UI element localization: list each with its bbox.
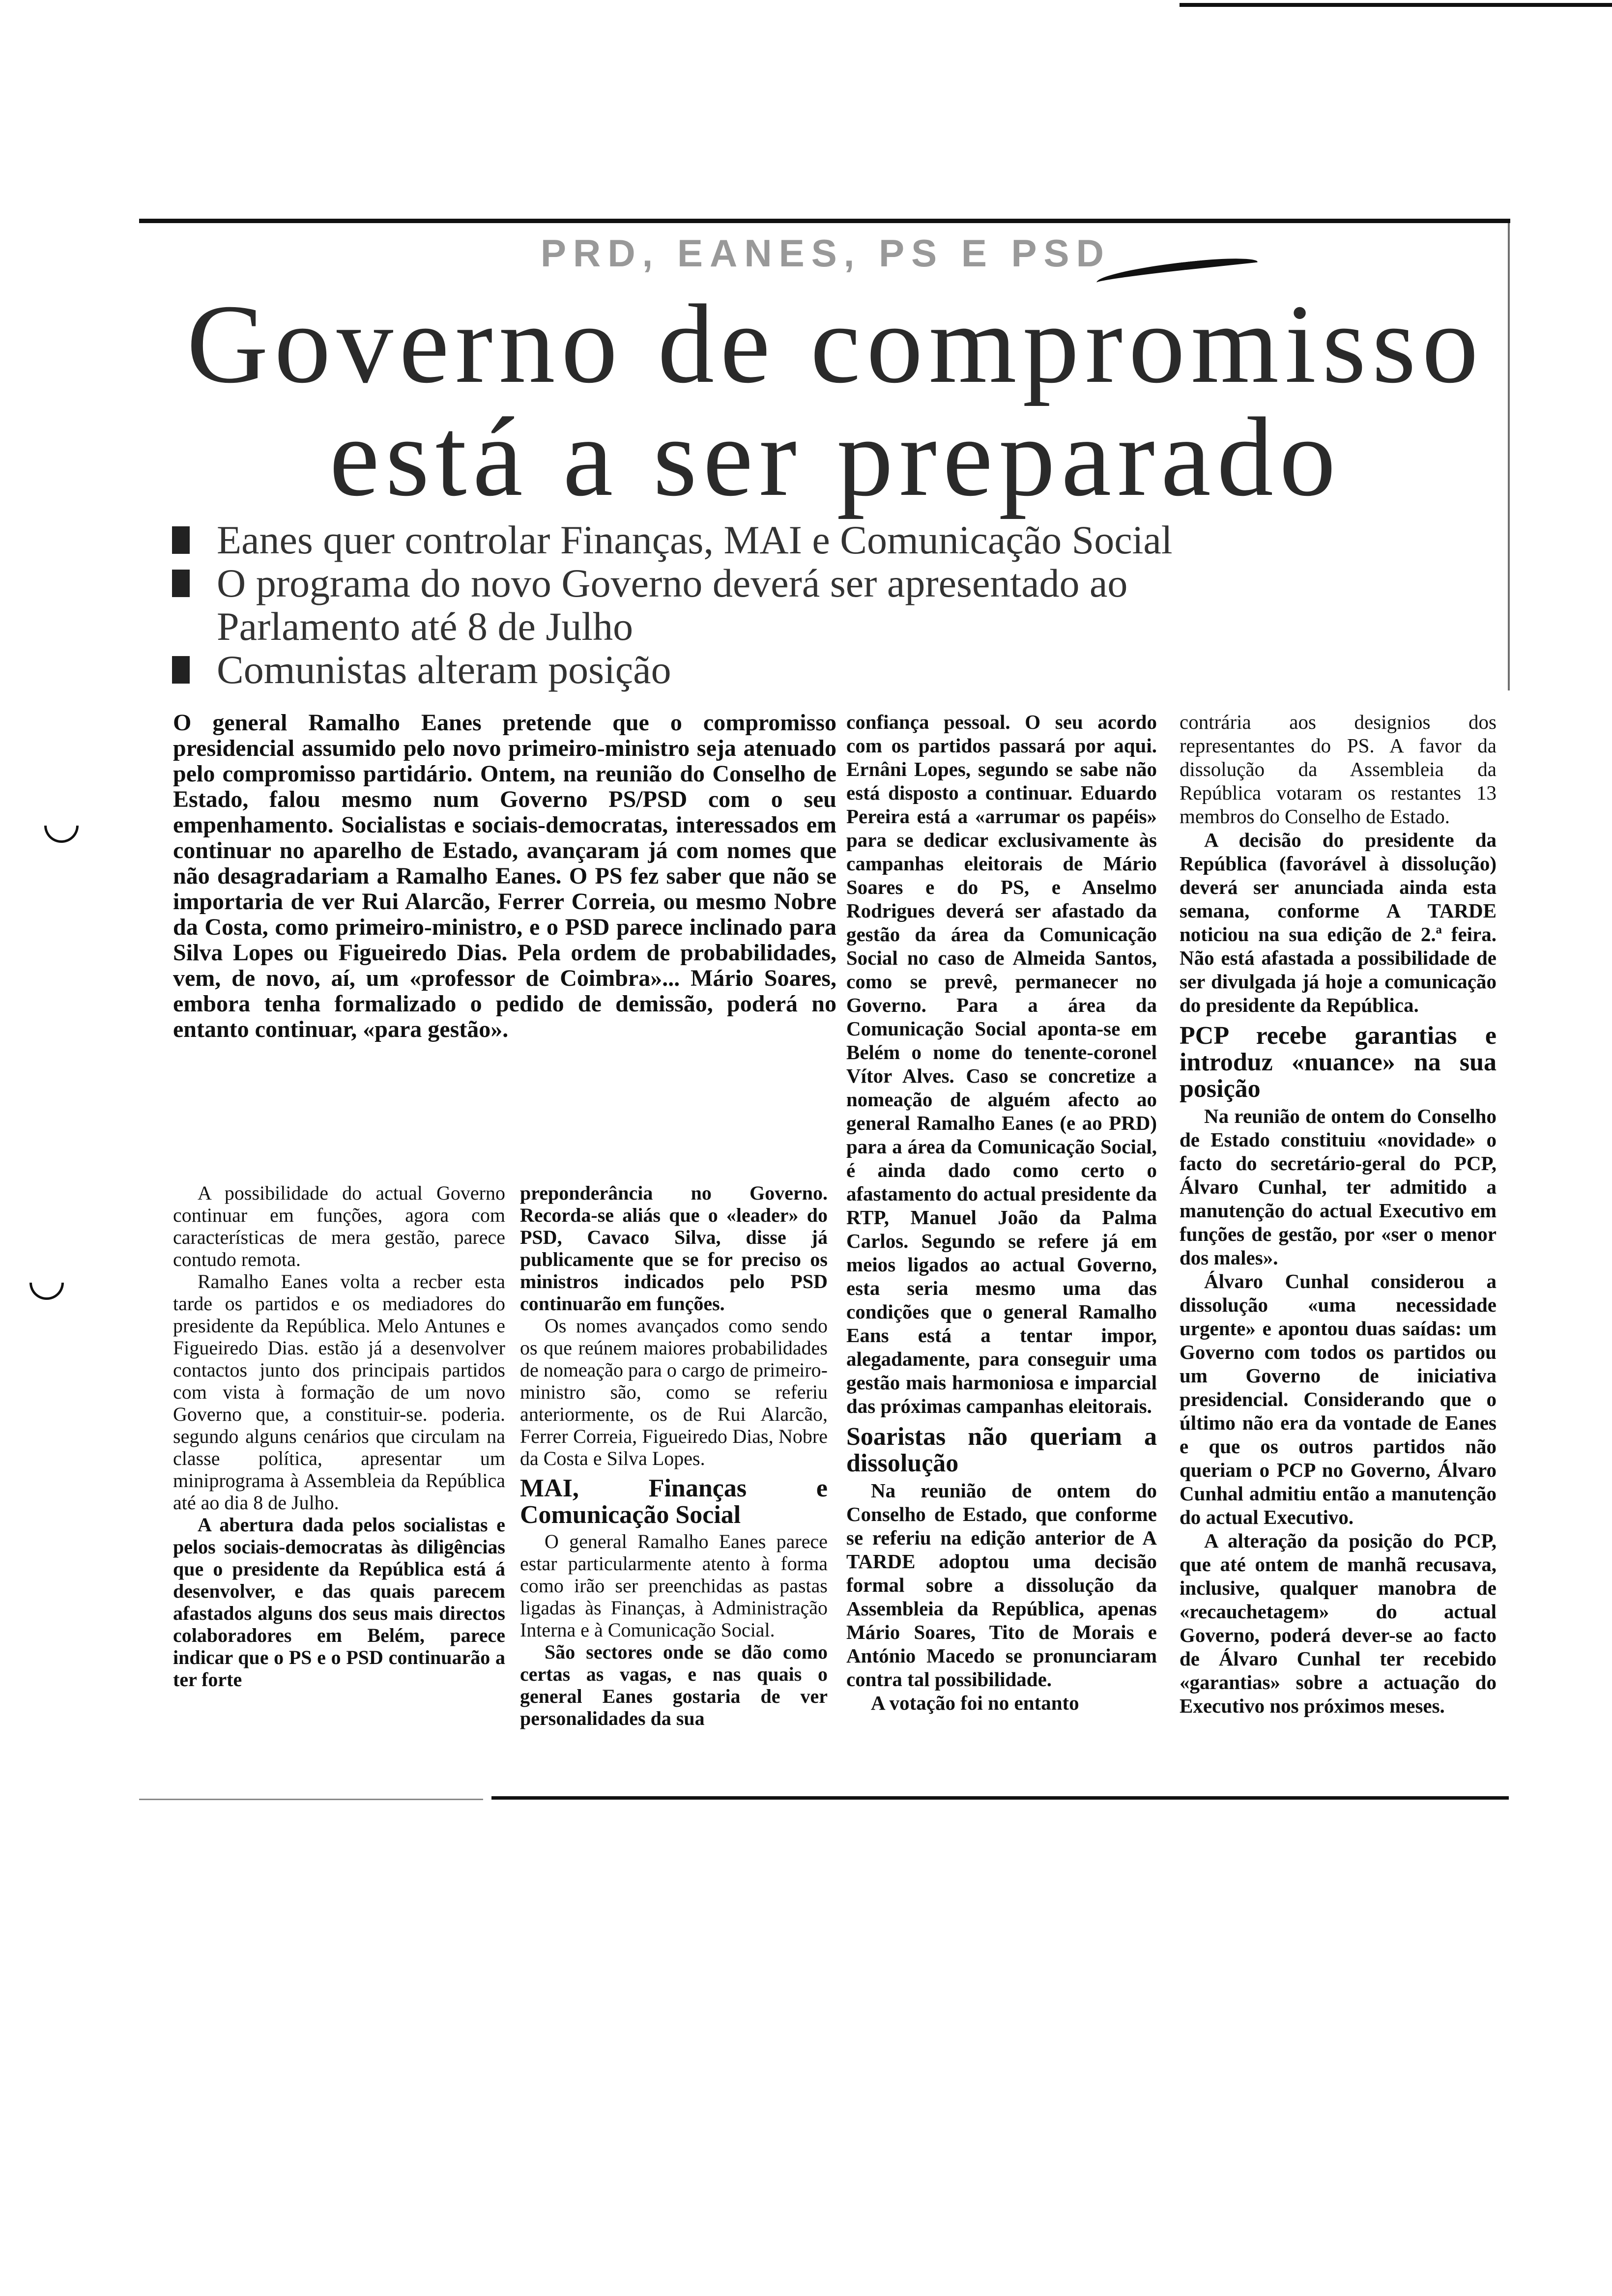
section-heading: PCP recebe garantias e introduz «nuance» na sua posição bbox=[1180, 1022, 1497, 1103]
subheadline-bullets bbox=[172, 518, 1509, 691]
paragraph: A abertura dada pelos socialistas e pelos sociais-democratas às diligências que o presidente da República está á desenvolver, e das quais parecem afastados alguns dos seus mais directos colaboradores em Belém, parece indicar que o PS e o PSD continuarão a ter forte bbox=[173, 1514, 505, 1691]
bullet-text: Comunistas alteram posição bbox=[217, 647, 671, 692]
article-bottom-rule bbox=[491, 1796, 1509, 1800]
paragraph: A possibilidade do actual Governo continuar em funções, agora com características de mera gestão, parece contudo remota. bbox=[173, 1182, 505, 1270]
paragraph: Álvaro Cunhal considerou a dissolução «uma necessidade urgente» e apontou duas saídas: um Governo com todos os partidos ou um Governo de iniciativa presidencial. Considerando que o último não era da vontade de Eanes e que os outros partidos não queriam o PCP no Governo, Álvaro Cunhal admitiu então a manutenção do actual Executivo. bbox=[1180, 1270, 1497, 1528]
article-top-rule bbox=[139, 219, 1510, 223]
paragraph: Na reunião de ontem do Conselho de Estado, que conforme se referiu na edição anterior de A TARDE adoptou uma decisão formal sobre a dissolução da Assembleia da República, apenas Mário Soares, Tito de Morais e António Macedo se pronunciaram contra tal possibilidade. bbox=[846, 1479, 1157, 1691]
paragraph: A votação foi no entanto bbox=[871, 1692, 1079, 1714]
lead-paragraph: O general Ramalho Eanes pretende que o compromisso presidencial assumido pelo novo primeiro-ministro seja atenuado pelo compromisso partidário. Ontem, na reunião do Conselho de Estado, falou mesmo num Governo PS/PSD com o seu empenhamento. Socialistas e sociais-democratas, interessados em continuar no aparelho de Estado, avançaram já com nomes que não desagradariam a Ramalho Eanes. O PS fez saber que não se importaria de ver Rui Alarcão, Ferrer Correia, ou mesmo Nobre da Costa, como primeiro-ministro, e o PSD parece inclinado para Silva Lopes ou Figueiredo Dias. Pela ordem de probabilidades, vem, de novo, aí, um «professor de Coimbra»... Mário Soares, embora tenha formalizado o pedido de demissão, poderá no entanto continuar, «para gestão». bbox=[173, 710, 836, 1042]
paragraph: contrária aos designios dos representantes do PS. A favor da dissolução da Assembleia da República votaram os restantes 13 membros do Conselho de Estado. bbox=[1180, 711, 1497, 828]
section-heading: MAI, Finanças e Comunicação Social bbox=[520, 1474, 828, 1529]
column-3 bbox=[846, 710, 1157, 1715]
headline-line-1: Governo de compromisso bbox=[186, 281, 1485, 406]
paragraph: Os nomes avançados como sendo os que reúnem maiores probabilidades de nomeação para o cargo de primeiro-ministro são, como se referiu anteriormente, os de Rui Alarcão, Ferrer Correia, Figueiredo Dias, Nobre da Costa e Silva Lopes. bbox=[520, 1315, 828, 1469]
square-bullet-icon bbox=[172, 656, 190, 684]
paragraph: confiança pessoal. O seu acordo com os partidos passará por aqui. Ernâni Lopes, segundo se sabe não está disposto a continuar. Eduardo Pereira está a «arrumar os papéis» para se dedicar exclusivamente às campanhas eleitorais de Mário Soares e do PS, e Anselmo Rodrigues deverá ser afastado da gestão da área da Comunicação Social no caso de Almeida Santos, como se prevê, permanecer no Governo. Para a área da Comunicação Social aponta-se em Belém o nome do tenente-coronel Vítor Alves. Caso se concretize a nomeação de alguém afecto ao general Ramalho Eanes (e ao PRD) para a área da Comunicação Social, é ainda dado como certo o afastamento do actual presidente da RTP, Manuel João da Palma Carlos. Segundo se refere já em meios ligados ao actual Governo, esta seria mesmo uma das condições que o general Ramalho Eans está a tentar impor, alegadamente, para conseguir uma gestão mais harmoniosa e imparcial das próximas campanhas eleitorais. bbox=[846, 711, 1157, 1417]
headline-line-2: está a ser preparado bbox=[329, 394, 1342, 519]
section-heading: Soaristas não queriam a dissolução bbox=[846, 1423, 1157, 1477]
column-1 bbox=[173, 1182, 505, 1691]
article-bottom-rule-left bbox=[139, 1799, 483, 1800]
paragraph: Na reunião de ontem do Conselho de Estado constituiu «novidade» o facto do secretário-geral do PCP, Álvaro Cunhal, ter admitido a manutenção do actual Executivo em funções de gestão, por «ser o menor dos males». bbox=[1180, 1105, 1497, 1269]
bullet-item bbox=[172, 648, 1509, 691]
paragraph: O general Ramalho Eanes parece estar particularmente atento à forma como irão ser preenchidas as pastas ligadas às Finanças, à Administração Interna e à Comunicação Social. bbox=[520, 1530, 828, 1641]
column-4 bbox=[1180, 710, 1497, 1718]
top-edge-rule bbox=[1180, 3, 1612, 7]
square-bullet-icon bbox=[172, 526, 190, 554]
paragraph: A decisão do presidente da República (favorável à dissolução) deverá ser anunciada ainda esta semana, conforme A TARDE noticiou na sua edição de 2.ª feira. Não está afastada a possibilidade de ser divulgada já hoje a comunicação do presidente da República. bbox=[1180, 829, 1497, 1016]
column-2 bbox=[520, 1182, 828, 1729]
square-bullet-icon bbox=[172, 570, 190, 597]
bullet-text: O programa do novo Governo deverá ser apresentado ao Parlamento até 8 de Julho bbox=[217, 561, 1128, 649]
paragraph: Ramalho Eanes volta a recber esta tarde os partidos e os mediadores do presidente da República. Melo Antunes e Figueiredo Dias. estão já a desenvolver contactos junto dos principais partidos com vista à formação de um novo Governo que, a constituir-se. poderia. segundo alguns cenários que circulam na classe política, apresentar um miniprograma à Assembleia da República até ao dia 8 de Julho. bbox=[173, 1270, 505, 1514]
kicker: PRD, EANES, PS E PSD bbox=[541, 231, 1111, 275]
bullet-item bbox=[172, 562, 1509, 648]
paragraph: preponderância no Governo. Recorda-se aliás que o «leader» do PSD, Cavaco Silva, disse já publicamente que se for preciso os ministros indicados pelo PSD continuarão em funções. bbox=[520, 1182, 828, 1315]
paragraph: A alteração da posição do PCP, que até ontem de manhã recusava, inclusive, qualquer manobra de «recauchetagem» do actual Governo, poderá dever-se ao facto de Álvaro Cunhal ter recebido «garantias» sobre a actuação do Executivo nos próximos meses. bbox=[1180, 1529, 1497, 1717]
paragraph: São sectores onde se dão como certas as vagas, e nas quais o general Eanes gostaria de ver personalidades da sua bbox=[520, 1641, 828, 1729]
bullet-text: Eanes quer controlar Finanças, MAI e Comunicação Social bbox=[217, 517, 1173, 562]
bullet-item bbox=[172, 518, 1509, 562]
punch-hole-mark bbox=[44, 826, 79, 843]
punch-hole-mark bbox=[29, 1283, 64, 1300]
